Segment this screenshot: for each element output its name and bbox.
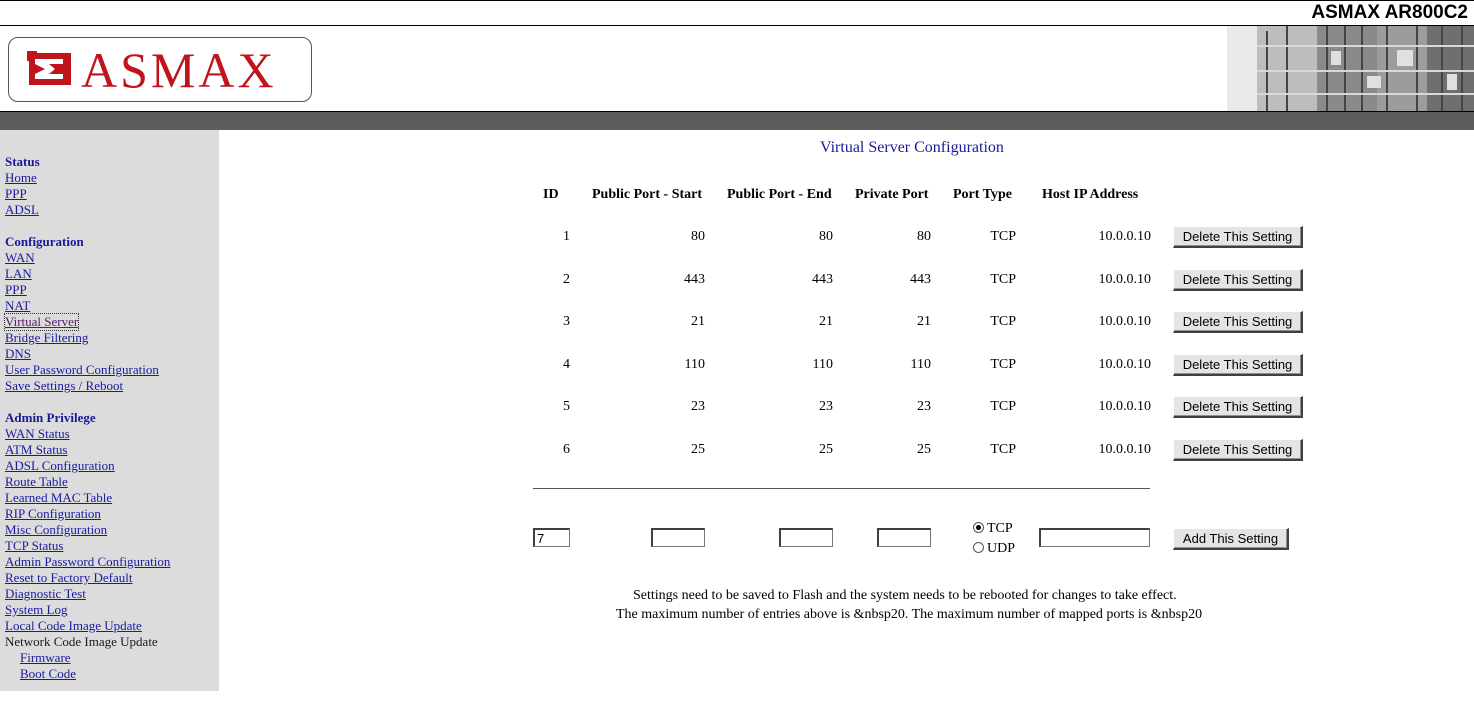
- header-photo: [1227, 26, 1474, 112]
- sidebar-item-user-password[interactable]: User Password Configuration: [5, 362, 159, 377]
- new-host-ip-input[interactable]: [1039, 528, 1150, 547]
- cell-id: 6: [563, 441, 570, 457]
- sidebar-section-status: Status: [5, 154, 40, 169]
- cell-host-ip: 10.0.0.10: [1098, 314, 1151, 329]
- radio-tcp-dot[interactable]: [973, 522, 984, 533]
- cell-private-port: 443: [910, 271, 931, 287]
- sidebar-item-admin-password[interactable]: Admin Password Configuration: [5, 554, 171, 569]
- column-header-id: ID: [543, 187, 559, 202]
- sidebar-item-ppp[interactable]: PPP: [5, 282, 27, 297]
- cell-public-start: 80: [691, 229, 705, 244]
- brand-logo-text: ASMAX: [81, 42, 277, 98]
- sidebar-item-wan-status[interactable]: WAN Status: [5, 426, 70, 441]
- cell-port-type: TCP: [990, 441, 1016, 457]
- cell-public-end: 25: [819, 441, 833, 457]
- radio-udp-label: UDP: [987, 541, 1016, 556]
- cell-id: 4: [563, 356, 570, 372]
- brand-mark-icon: [27, 49, 73, 89]
- sidebar-section-configuration: Configuration: [5, 234, 84, 249]
- cell-host-ip: 10.0.0.10: [1098, 399, 1151, 414]
- sidebar-item-rip-configuration[interactable]: RIP Configuration: [5, 506, 101, 521]
- delete-setting-button[interactable]: Delete This Setting: [1173, 354, 1303, 376]
- sidebar-item-factory-reset[interactable]: Reset to Factory Default: [5, 570, 133, 585]
- sidebar-item-system-log[interactable]: System Log: [5, 602, 68, 617]
- delete-setting-button[interactable]: Delete This Setting: [1173, 311, 1303, 333]
- sidebar-item-adsl[interactable]: ADSL: [5, 202, 39, 217]
- sidebar-item-misc-configuration[interactable]: Misc Configuration: [5, 522, 108, 537]
- note-max-entries: The maximum number of entries above is &nbsp20. The maximum number of mapped ports is &nbsp20: [616, 607, 1203, 622]
- cell-public-end: 110: [812, 356, 833, 372]
- cell-port-type: TCP: [990, 399, 1016, 414]
- cell-public-end: 23: [819, 399, 833, 414]
- cell-private-port: 110: [910, 356, 931, 372]
- sidebar-item-route-table[interactable]: Route Table: [5, 474, 68, 489]
- sidebar-item-learned-mac[interactable]: Learned MAC Table: [5, 490, 113, 505]
- cell-public-start: 25: [691, 441, 705, 457]
- sidebar-item-adsl-configuration[interactable]: ADSL Configuration: [5, 458, 115, 473]
- radio-tcp-label: TCP: [987, 521, 1013, 536]
- delete-setting-button[interactable]: Delete This Setting: [1173, 439, 1303, 461]
- cell-private-port: 80: [917, 229, 931, 244]
- radio-udp-dot[interactable]: [973, 542, 984, 553]
- sidebar-item-tcp-status[interactable]: TCP Status: [5, 538, 64, 553]
- note-flash-reboot: Settings need to be saved to Flash and the system needs to be rebooted for changes to take effect.: [633, 588, 1177, 603]
- cell-port-type: TCP: [990, 314, 1016, 329]
- cell-public-start: 23: [691, 399, 705, 414]
- cell-host-ip: 10.0.0.10: [1098, 441, 1151, 457]
- cell-host-ip: 10.0.0.10: [1098, 271, 1151, 287]
- delete-setting-button[interactable]: Delete This Setting: [1173, 269, 1303, 291]
- cell-port-type: TCP: [990, 271, 1016, 287]
- sidebar-item-ppp-status[interactable]: PPP: [5, 186, 27, 201]
- cell-private-port: 25: [917, 441, 931, 457]
- device-model-label: ASMAX AR800C2: [1311, 2, 1468, 23]
- top-border: [0, 0, 1474, 1]
- sidebar-item-boot-code[interactable]: Boot Code: [20, 666, 76, 681]
- sidebar-item-lan[interactable]: LAN: [5, 266, 32, 281]
- radio-udp[interactable]: [973, 541, 1015, 557]
- cell-public-end: 21: [819, 314, 833, 329]
- cell-private-port: 21: [917, 314, 931, 329]
- cell-public-end: 80: [819, 229, 833, 244]
- new-id-input[interactable]: [533, 528, 570, 547]
- sidebar-item-wan[interactable]: WAN: [5, 250, 35, 265]
- cell-public-end: 443: [812, 271, 833, 287]
- sidebar-section-admin: Admin Privilege: [5, 410, 96, 425]
- sidebar-item-bridge-filtering[interactable]: Bridge Filtering: [5, 330, 89, 345]
- column-header-public-end: Public Port - End: [727, 187, 832, 202]
- sidebar-item-save-reboot[interactable]: Save Settings / Reboot: [5, 378, 124, 393]
- sidebar-item-diagnostic-test[interactable]: Diagnostic Test: [5, 586, 86, 601]
- cell-port-type: TCP: [990, 229, 1016, 244]
- column-header-public-start: Public Port - Start: [592, 187, 703, 202]
- cell-public-start: 443: [684, 271, 705, 287]
- cell-public-start: 21: [691, 314, 705, 329]
- header-band: [0, 112, 1474, 130]
- sidebar-item-virtual-server[interactable]: Virtual Server: [5, 314, 79, 329]
- cell-id: 5: [563, 399, 570, 414]
- column-header-host-ip: Host IP Address: [1042, 187, 1139, 202]
- cell-id: 2: [563, 271, 570, 287]
- new-public-end-input[interactable]: [779, 528, 833, 547]
- sidebar-item-home[interactable]: Home: [5, 170, 37, 185]
- cell-id: 1: [563, 229, 570, 244]
- sidebar-item-firmware[interactable]: Firmware: [20, 650, 71, 665]
- cell-port-type: TCP: [990, 356, 1016, 372]
- add-setting-button[interactable]: Add This Setting: [1173, 528, 1289, 550]
- table-separator: [533, 488, 1150, 489]
- new-public-start-input[interactable]: [651, 528, 705, 547]
- sidebar-item-atm-status[interactable]: ATM Status: [5, 442, 68, 457]
- sidebar-nav: [5, 154, 170, 682]
- sidebar-item-nat[interactable]: NAT: [5, 298, 31, 313]
- brand-logo: [8, 37, 312, 102]
- delete-setting-button[interactable]: Delete This Setting: [1173, 226, 1303, 248]
- sidebar-network-update-label: Network Code Image Update: [5, 634, 158, 649]
- sidebar-item-local-image-update[interactable]: Local Code Image Update: [5, 618, 142, 633]
- cell-private-port: 23: [917, 399, 931, 414]
- column-header-private-port: Private Port: [855, 187, 929, 202]
- column-header-port-type: Port Type: [953, 187, 1012, 202]
- sidebar: [0, 130, 219, 691]
- page-title: Virtual Server Configuration: [820, 139, 1004, 156]
- delete-setting-button[interactable]: Delete This Setting: [1173, 396, 1303, 418]
- cell-id: 3: [563, 314, 570, 329]
- cell-host-ip: 10.0.0.10: [1098, 229, 1151, 244]
- sidebar-item-dns[interactable]: DNS: [5, 346, 32, 361]
- cell-public-start: 110: [684, 356, 705, 372]
- radio-tcp[interactable]: [973, 521, 1013, 537]
- cell-host-ip: 10.0.0.10: [1098, 356, 1151, 372]
- new-private-port-input[interactable]: [877, 528, 931, 547]
